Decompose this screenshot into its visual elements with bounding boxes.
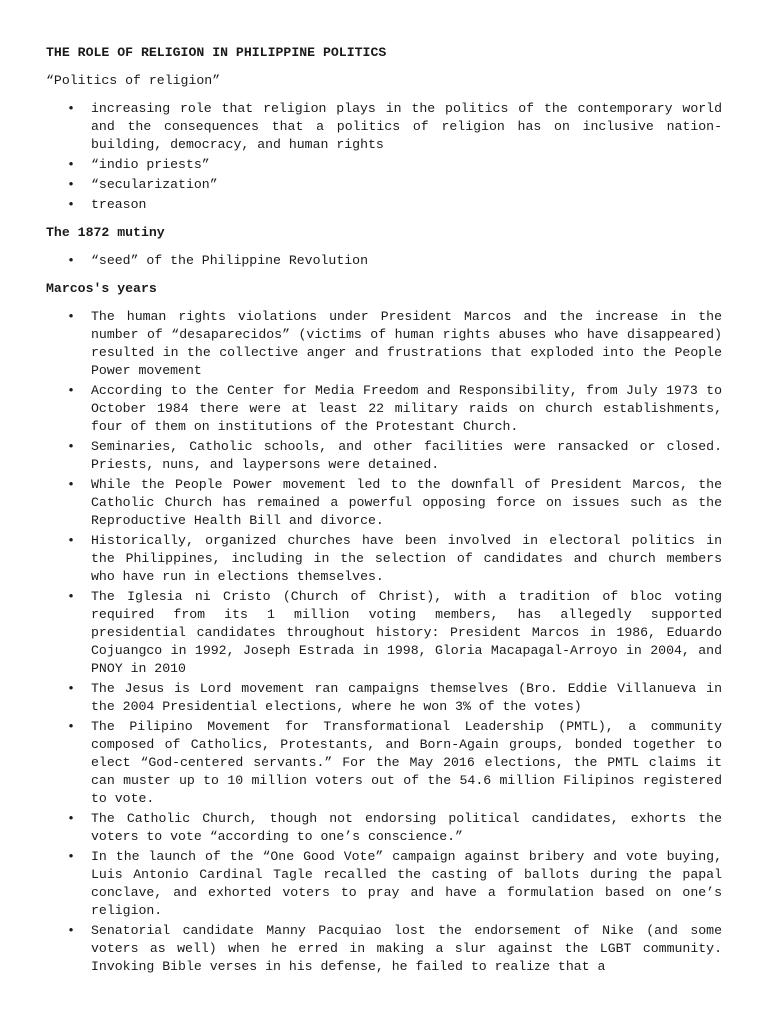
section-heading: The 1872 mutiny [46, 225, 165, 240]
list-item-text: While the People Power movement led to the downfall of President Marcos, the Catholic Church has remained a powerful opposing force on issues such as the Reproductive Health Bill and divorce. [91, 477, 722, 528]
list-item [46, 156, 722, 174]
list-item-text: The Catholic Church, though not endorsing political candidates, exhorts the voters to vote “according to one’s conscience.” [91, 811, 722, 844]
list-item-text: “secularization” [91, 177, 218, 192]
list-item-text: increasing role that religion plays in the politics of the contemporary world and the consequences that a politics of religion has on inclusive nation-building, democracy, and human rights [91, 101, 722, 152]
bullet-icon: • [67, 197, 75, 212]
list-item-text: The human rights violations under President Marcos and the increase in the number of “desaparecidos” (victims of human rights abuses who have disappeared) resulted in the collective anger and frustrations that exploded into the People Power movement [91, 309, 722, 378]
list-item [46, 848, 722, 920]
section-heading: “Politics of religion” [46, 73, 221, 88]
bullet-icon: • [67, 719, 75, 734]
section-heading: Marcos's years [46, 281, 157, 296]
bullet-icon: • [67, 177, 75, 192]
list-item-text: According to the Center for Media Freedom and Responsibility, from July 1973 to October 1984 there were at least 22 military raids on church establishments, four of them on institutions of the Protestant Church. [91, 383, 722, 434]
bullet-icon: • [67, 589, 75, 604]
list-item-text: The Iglesia ni Cristo (Church of Christ), with a tradition of bloc voting required from its 1 million voting members, has allegedly supported presidential candidates throughout history: President Marcos in 1986, Eduardo Cojuangco in 1992, Joseph Estrada in 1998, Gloria Macapagal-Arroyo in 2004, and PNOY in 2010 [91, 589, 722, 676]
list-item [46, 176, 722, 194]
list-item [46, 810, 722, 846]
list-item [46, 718, 722, 808]
bullet-icon: • [67, 309, 75, 324]
bullet-icon: • [67, 157, 75, 172]
list-item-text: In the launch of the “One Good Vote” campaign against bribery and vote buying, Luis Antonio Cardinal Tagle recalled the casting of ballots during the papal conclave, and exhorted voters to pray and have a formulation based on one’s religion. [91, 849, 722, 918]
bullet-icon: • [67, 849, 75, 864]
list-item [46, 588, 722, 678]
list-item [46, 196, 722, 214]
list-item [46, 382, 722, 436]
document-title: THE ROLE OF RELIGION IN PHILIPPINE POLITICS [46, 45, 387, 60]
bullet-icon: • [67, 253, 75, 268]
list-item [46, 100, 722, 154]
list-item-text: The Pilipino Movement for Transformational Leadership (PMTL), a community composed of Catholics, Protestants, and Born-Again groups, bonded together to elect “God-centered servants.” For the May 2016 elections, the PMTL claims it can muster up to 10 million voters out of the 54.6 million Filipinos registered to vote. [91, 719, 722, 806]
list-item-text: Senatorial candidate Manny Pacquiao lost the endorsement of Nike (and some voters as well) when he erred in making a slur against the LGBT community. Invoking Bible verses in his defense, he failed to realize that a [91, 923, 722, 974]
list-item-text: Historically, organized churches have been involved in electoral politics in the Philippines, including in the selection of candidates and church members who have run in elections themselves. [91, 533, 722, 584]
bullet-icon: • [67, 811, 75, 826]
document-page [46, 44, 722, 986]
bullet-list [46, 100, 722, 214]
list-item-text: treason [91, 197, 147, 212]
list-item [46, 438, 722, 474]
list-item-text: The Jesus is Lord movement ran campaigns themselves (Bro. Eddie Villanueva in the 2004 Presidential elections, where he won 3% of the votes) [91, 681, 722, 714]
list-item-text: “seed” of the Philippine Revolution [91, 253, 368, 268]
document-body [46, 72, 722, 976]
bullet-icon: • [67, 477, 75, 492]
bullet-icon: • [67, 383, 75, 398]
list-item [46, 680, 722, 716]
bullet-icon: • [67, 923, 75, 938]
list-item [46, 922, 722, 976]
bullet-icon: • [67, 439, 75, 454]
list-item [46, 532, 722, 586]
list-item [46, 252, 722, 270]
bullet-list [46, 252, 722, 270]
bullet-icon: • [67, 533, 75, 548]
list-item-text: Seminaries, Catholic schools, and other facilities were ransacked or closed. Priests, nuns, and laypersons were detained. [91, 439, 722, 472]
bullet-icon: • [67, 101, 75, 116]
bullet-list [46, 308, 722, 976]
list-item-text: “indio priests” [91, 157, 210, 172]
bullet-icon: • [67, 681, 75, 696]
list-item [46, 476, 722, 530]
list-item [46, 308, 722, 380]
